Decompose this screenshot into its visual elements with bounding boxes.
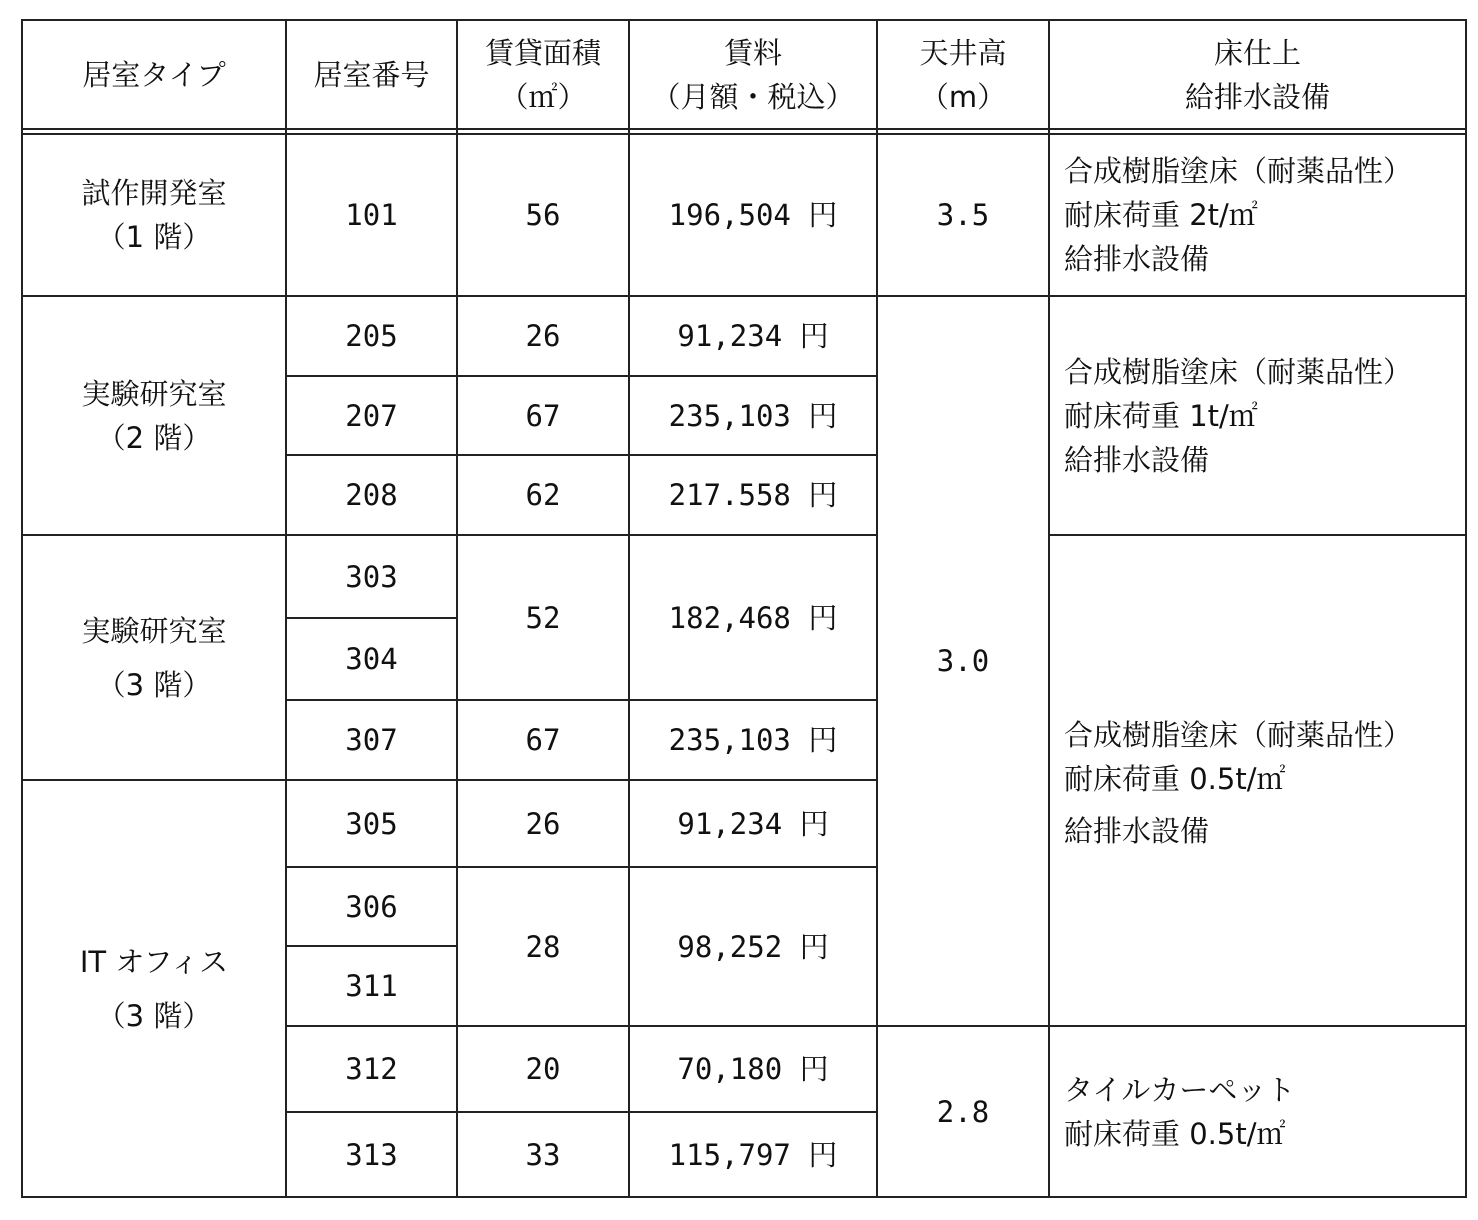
header-divider [21,128,1467,130]
room-number: 306 [345,889,398,924]
finish-plumbing: 給排水設備 [1064,442,1210,477]
area-value: 20 [525,1052,561,1086]
rent-value: 91,234 円 [677,319,829,353]
rent-value: 98,252 円 [677,929,829,964]
header-ceiling [878,21,1048,128]
area-value: 67 [525,723,561,757]
room-type-cell [23,297,285,534]
header-area-unit: （㎡） [499,79,587,114]
rent-value: 70,180 円 [677,1052,829,1086]
finish-material: 合成樹脂塗床（耐薬品性） [1064,717,1413,752]
room-type-name: 実験研究室 [81,613,227,648]
header-rent-note: （月額・税込） [651,79,855,114]
table-border-right [1465,19,1467,1198]
rent-value: 235,103 円 [668,398,838,433]
room-type-floor: （1 階） [96,220,212,254]
room-number: 312 [345,1052,398,1086]
floor-finish-cell [1050,536,1465,1025]
rent-value: 217.558 円 [668,478,838,512]
area-value: 26 [525,806,561,841]
header-area [458,21,628,128]
finish-plumbing: 給排水設備 [1064,813,1210,848]
area-value: 52 [525,600,561,635]
room-type-floor: （3 階） [96,667,212,702]
room-type-cell [23,135,285,295]
room-type-cell [23,536,285,779]
ceiling-height: 2.8 [936,1094,990,1129]
rent-value: 182,468 円 [668,600,838,635]
table-border-bottom [21,1196,1467,1198]
header-room-number-label: 居室番号 [313,57,430,92]
rent-value: 196,504 円 [668,198,838,232]
header-ceiling-label: 天井高 [919,35,1007,70]
rent-table [21,19,1467,1198]
header-room-type-label: 居室タイプ [82,57,226,92]
header-area-label: 賃貸面積 [484,35,601,70]
room-type-name: 実験研究室 [81,376,227,411]
header-room-number [287,21,456,128]
finish-load: 耐床荷重 0.5t/㎡ [1064,1116,1286,1151]
header-floor-finish [1050,21,1465,128]
room-number: 303 [345,559,398,594]
finish-load: 耐床荷重 0.5t/㎡ [1064,761,1286,796]
room-number: 311 [345,969,398,1003]
rent-value: 115,797 円 [668,1137,838,1172]
floor-finish-cell [1050,135,1465,295]
header-ceiling-unit: （m） [919,79,1007,114]
room-number: 307 [345,723,398,757]
rent-value: 91,234 円 [677,806,829,841]
room-number: 304 [345,642,398,676]
header-room-type [23,21,285,128]
ceiling-height: 3.5 [936,198,990,232]
area-value: 33 [525,1137,561,1172]
area-value: 56 [525,198,561,232]
area-value: 62 [525,478,561,512]
room-type-floor: （2 階） [96,420,212,455]
room-type-floor: （3 階） [96,998,212,1033]
finish-load: 耐床荷重 1t/㎡ [1064,398,1258,433]
room-number: 305 [345,806,398,841]
finish-load: 耐床荷重 2t/㎡ [1064,198,1258,232]
rent-value: 235,103 円 [668,723,838,757]
finish-material: タイルカーペット [1064,1072,1296,1107]
floor-finish-cell [1050,297,1465,534]
header-rent-label: 賃料 [723,35,782,70]
room-number: 205 [345,319,398,353]
header-floor-finish-label: 床仕上 [1213,35,1301,70]
area-value: 28 [525,929,561,964]
room-number: 208 [345,478,398,512]
header-plumbing-label: 給排水設備 [1184,79,1330,114]
finish-plumbing: 給排水設備 [1064,242,1210,276]
room-number: 207 [345,398,398,433]
ceiling-height: 3.0 [936,644,990,678]
header-rent [630,21,876,128]
room-type-name: 試作開発室 [81,176,227,210]
room-type-cell [23,781,285,1196]
room-number: 101 [345,198,398,232]
area-value: 26 [525,319,561,353]
area-value: 67 [525,398,561,433]
room-type-name: IT オフィス [79,944,229,979]
finish-material: 合成樹脂塗床（耐薬品性） [1064,154,1413,188]
finish-material: 合成樹脂塗床（耐薬品性） [1064,354,1413,389]
floor-finish-cell [1050,1027,1465,1196]
room-number: 313 [345,1137,398,1172]
